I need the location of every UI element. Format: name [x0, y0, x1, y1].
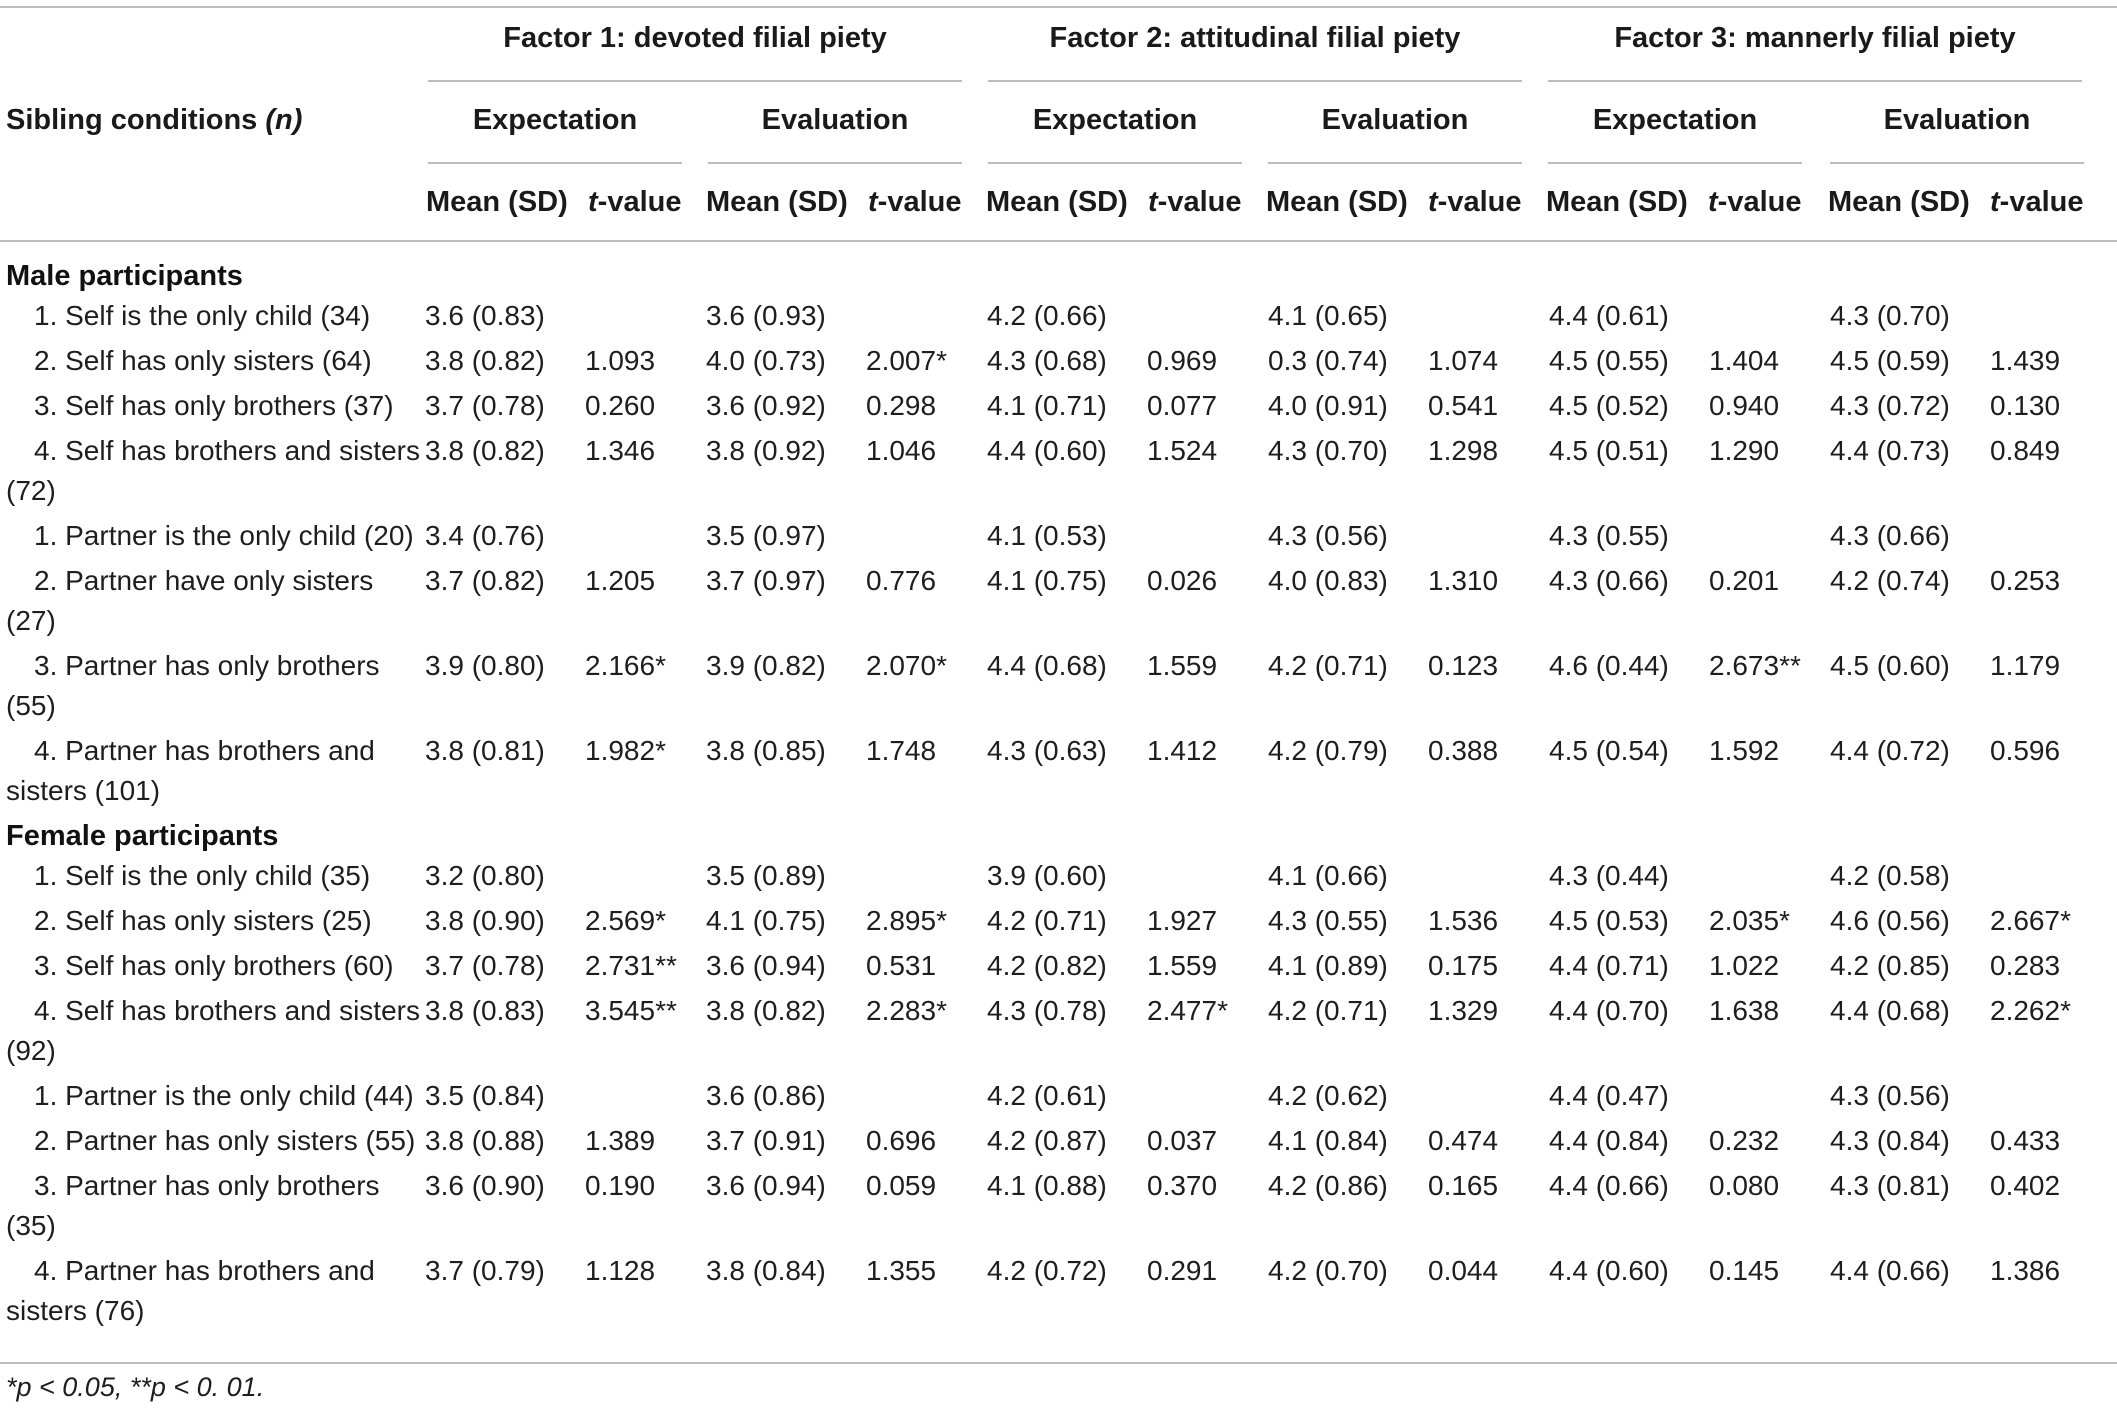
mean-sd-header: Mean (SD): [426, 186, 568, 218]
t-value-cell: 2.070*: [866, 650, 947, 681]
t-value-cell: 0.940: [1709, 390, 1780, 421]
mean-sd-cell: 4.0 (0.73): [706, 345, 826, 376]
mean-sd-header: Mean (SD): [706, 186, 848, 218]
mean-sd-cell: 4.4 (0.66): [1549, 1170, 1669, 1201]
group-rule-3: [988, 162, 1242, 164]
mean-sd-cell: 4.4 (0.72): [1830, 735, 1950, 766]
mean-sd-cell: 3.7 (0.79): [425, 1255, 545, 1286]
t-value-cell: 1.592: [1709, 735, 1780, 766]
mean-sd-cell: 3.6 (0.90): [425, 1170, 545, 1201]
row-label: [0, 516, 425, 561]
t-value-cell: 1.346: [585, 435, 656, 466]
mean-sd-cell: 4.2 (0.62): [1268, 1080, 1388, 1111]
t-value-cell: 0.253: [1990, 565, 2061, 596]
mean-sd-cell: 3.9 (0.60): [987, 860, 1107, 891]
mean-sd-cell: 4.5 (0.53): [1549, 905, 1669, 936]
group-evaluation-2: Evaluation: [1321, 104, 1469, 136]
t-value-cell: 1.022: [1709, 950, 1780, 981]
table-bottom-rule: [0, 1362, 2117, 1364]
mean-sd-cell: 3.6 (0.94): [706, 950, 826, 981]
t-italic: t: [1990, 186, 2000, 218]
t-value-cell: 1.559: [1147, 650, 1218, 681]
mean-sd-cell: 4.4 (0.73): [1830, 435, 1950, 466]
mean-sd-header: Mean (SD): [986, 186, 1128, 218]
t-value-cell: [1990, 856, 2117, 901]
mean-sd-cell: 4.4 (0.60): [987, 435, 1107, 466]
table-row: [0, 386, 2117, 431]
row-label: [0, 1166, 425, 1251]
t-value-cell: 1.046: [866, 435, 937, 466]
row-label-text: 3. Self has only brothers (37): [34, 390, 394, 421]
factor-2-rule: [988, 80, 1522, 82]
t-value-cell: 1.439: [1990, 345, 2061, 376]
table-row: [0, 561, 2117, 646]
table-row: [0, 731, 2117, 816]
row-label: [0, 731, 425, 816]
t-value-cell: 0.433: [1990, 1125, 2061, 1156]
mean-sd-cell: 3.6 (0.93): [706, 300, 826, 331]
mean-sd-cell: 3.9 (0.80): [425, 650, 545, 681]
t-value-cell: [866, 516, 987, 561]
row-label-text: 3. Partner has only brothers (35): [6, 1170, 380, 1241]
t-value-cell: 0.044: [1428, 1255, 1499, 1286]
mean-sd-cell: 4.3 (0.66): [1830, 520, 1950, 551]
table-row: [0, 856, 2117, 901]
mean-sd-cell: 3.7 (0.78): [425, 950, 545, 981]
mean-sd-cell: 3.8 (0.81): [425, 735, 545, 766]
factor-3-header: Factor 3: mannerly filial piety: [1614, 22, 2016, 54]
mean-sd-header: Mean (SD): [1828, 186, 1970, 218]
mean-sd-cell: 3.6 (0.83): [425, 300, 545, 331]
mean-sd-cell: 3.8 (0.83): [425, 995, 545, 1026]
mean-sd-cell: 4.3 (0.81): [1830, 1170, 1950, 1201]
t-value-cell: 2.283*: [866, 995, 947, 1026]
t-italic: t: [1428, 186, 1438, 218]
t-value-cell: 1.310: [1428, 565, 1499, 596]
row-label: [0, 561, 425, 646]
significance-footnote: *p < 0.05, **p < 0. 01.: [6, 1372, 265, 1402]
t-value-cell: 3.545**: [585, 995, 677, 1026]
group-expectation-3: Expectation: [1592, 104, 1758, 136]
table-row: [0, 516, 2117, 561]
t-suffix: -value: [1717, 186, 1802, 218]
group-expectation-2: Expectation: [1032, 104, 1198, 136]
row-label-text: 1. Partner is the only child (44): [34, 1080, 414, 1111]
t-value-cell: [866, 856, 987, 901]
section-header-row: [0, 256, 2117, 296]
t-value-cell: 0.283: [1990, 950, 2061, 981]
mean-sd-cell: 4.4 (0.68): [987, 650, 1107, 681]
table-row: [0, 1251, 2117, 1336]
t-value-cell: 0.969: [1147, 345, 1218, 376]
t-italic: t: [1148, 186, 1158, 218]
t-value-cell: [1709, 1076, 1830, 1121]
t-value-cell: 0.165: [1428, 1170, 1499, 1201]
mean-sd-cell: 4.2 (0.74): [1830, 565, 1950, 596]
t-value-cell: 1.205: [585, 565, 656, 596]
factor-1-header: Factor 1: devoted filial piety: [503, 22, 887, 54]
table-row: [0, 1121, 2117, 1166]
t-value-cell: 2.895*: [866, 905, 947, 936]
mean-sd-cell: 4.2 (0.72): [987, 1255, 1107, 1286]
t-value-cell: 1.093: [585, 345, 656, 376]
mean-sd-cell: 3.7 (0.78): [425, 390, 545, 421]
mean-sd-cell: 4.5 (0.59): [1830, 345, 1950, 376]
row-label-text: 3. Self has only brothers (60): [34, 950, 394, 981]
mean-sd-cell: 3.6 (0.94): [706, 1170, 826, 1201]
t-value-cell: [866, 1076, 987, 1121]
t-value-cell: [1709, 856, 1830, 901]
mean-sd-cell: 4.6 (0.44): [1549, 650, 1669, 681]
t-value-cell: 0.123: [1428, 650, 1499, 681]
t-value-cell: 1.179: [1990, 650, 2061, 681]
t-value-cell: [585, 516, 706, 561]
table-row: [0, 1166, 2117, 1251]
mean-sd-cell: 3.8 (0.82): [425, 345, 545, 376]
mean-sd-cell: 3.9 (0.82): [706, 650, 826, 681]
t-value-cell: 2.262*: [1990, 995, 2071, 1026]
t-value-cell: 0.175: [1428, 950, 1499, 981]
t-value-cell: 2.007*: [866, 345, 947, 376]
t-value-cell: 0.026: [1147, 565, 1218, 596]
mean-sd-cell: 3.6 (0.92): [706, 390, 826, 421]
t-value-cell: 2.731**: [585, 950, 677, 981]
mean-sd-cell: 4.2 (0.87): [987, 1125, 1107, 1156]
mean-sd-cell: 4.2 (0.66): [987, 300, 1107, 331]
t-value-cell: 1.927: [1147, 905, 1218, 936]
mean-sd-cell: 4.4 (0.61): [1549, 300, 1669, 331]
group-expectation-1: Expectation: [472, 104, 638, 136]
section-title: Male participants: [6, 260, 243, 292]
row-label: [0, 901, 425, 946]
mean-sd-cell: 3.8 (0.92): [706, 435, 826, 466]
t-value-cell: 0.402: [1990, 1170, 2061, 1201]
group-evaluation-1: Evaluation: [761, 104, 909, 136]
t-value-cell: [866, 296, 987, 341]
mean-sd-cell: 4.2 (0.79): [1268, 735, 1388, 766]
t-value-cell: 0.298: [866, 390, 937, 421]
t-value-cell: 0.291: [1147, 1255, 1218, 1286]
t-value-cell: 0.370: [1147, 1170, 1218, 1201]
mean-sd-cell: 4.5 (0.51): [1549, 435, 1669, 466]
mean-sd-cell: 3.5 (0.89): [706, 860, 826, 891]
mean-sd-cell: 4.4 (0.60): [1549, 1255, 1669, 1286]
mean-sd-cell: 3.8 (0.88): [425, 1125, 545, 1156]
row-header-n: (n): [265, 104, 303, 136]
t-value-cell: 1.412: [1147, 735, 1218, 766]
t-value-header: [1990, 186, 2084, 219]
t-value-cell: [1709, 296, 1830, 341]
mean-sd-cell: 3.5 (0.84): [425, 1080, 545, 1111]
row-label: [0, 856, 425, 901]
t-value-cell: 1.404: [1709, 345, 1780, 376]
mean-sd-cell: 4.0 (0.83): [1268, 565, 1388, 596]
mean-sd-cell: 4.5 (0.52): [1549, 390, 1669, 421]
mean-sd-cell: 3.6 (0.86): [706, 1080, 826, 1111]
t-value-header: [588, 186, 682, 219]
t-value-cell: 0.130: [1990, 390, 2061, 421]
mean-sd-cell: 4.5 (0.55): [1549, 345, 1669, 376]
mean-sd-header: Mean (SD): [1266, 186, 1408, 218]
t-value-cell: [1147, 856, 1268, 901]
row-label: [0, 386, 425, 431]
t-value-cell: 1.290: [1709, 435, 1780, 466]
row-label: [0, 1251, 425, 1336]
section-title: Female participants: [6, 820, 279, 852]
row-label: [0, 946, 425, 991]
mean-sd-cell: 4.3 (0.56): [1268, 520, 1388, 551]
t-value-cell: 1.298: [1428, 435, 1499, 466]
table-row: [0, 296, 2117, 341]
t-value-cell: [1428, 516, 1549, 561]
t-italic: t: [1708, 186, 1718, 218]
group-rule-5: [1548, 162, 1802, 164]
t-value-cell: 0.388: [1428, 735, 1499, 766]
group-rule-4: [1268, 162, 1522, 164]
t-italic: t: [868, 186, 878, 218]
mean-sd-cell: 4.1 (0.84): [1268, 1125, 1388, 1156]
row-label-text: 4. Self has brothers and sisters (72): [6, 435, 420, 506]
mean-sd-cell: 3.7 (0.82): [425, 565, 545, 596]
mean-sd-cell: 4.3 (0.78): [987, 995, 1107, 1026]
t-value-cell: 1.355: [866, 1255, 937, 1286]
mean-sd-cell: 4.3 (0.44): [1549, 860, 1669, 891]
row-label-text: 2. Partner have only sisters (27): [6, 565, 374, 636]
t-suffix: -value: [1437, 186, 1522, 218]
mean-sd-cell: 3.7 (0.91): [706, 1125, 826, 1156]
mean-sd-cell: 4.4 (0.68): [1830, 995, 1950, 1026]
t-value-cell: 1.559: [1147, 950, 1218, 981]
mean-sd-cell: 4.1 (0.88): [987, 1170, 1107, 1201]
mean-sd-cell: 3.8 (0.85): [706, 735, 826, 766]
table-row: [0, 341, 2117, 386]
mean-sd-cell: 4.4 (0.47): [1549, 1080, 1669, 1111]
t-value-cell: 1.389: [585, 1125, 656, 1156]
t-value-header: [1148, 186, 1242, 219]
t-value-cell: 2.166*: [585, 650, 666, 681]
mean-sd-cell: 0.3 (0.74): [1268, 345, 1388, 376]
mean-sd-cell: 4.3 (0.55): [1268, 905, 1388, 936]
row-label-text: 4. Partner has brothers and sisters (76): [6, 1255, 375, 1326]
mean-sd-cell: 4.4 (0.71): [1549, 950, 1669, 981]
t-suffix: -value: [877, 186, 962, 218]
table-row: [0, 991, 2117, 1076]
mean-sd-cell: 4.2 (0.86): [1268, 1170, 1388, 1201]
t-value-cell: 0.849: [1990, 435, 2061, 466]
t-value-cell: [1428, 1076, 1549, 1121]
t-italic: t: [588, 186, 598, 218]
t-value-cell: 0.190: [585, 1170, 656, 1201]
t-value-cell: 0.232: [1709, 1125, 1780, 1156]
row-label: [0, 1076, 425, 1121]
group-rule-1: [428, 162, 682, 164]
mean-sd-cell: 3.7 (0.97): [706, 565, 826, 596]
group-evaluation-3: Evaluation: [1883, 104, 2031, 136]
mean-sd-cell: 4.1 (0.66): [1268, 860, 1388, 891]
mean-sd-cell: 3.5 (0.97): [706, 520, 826, 551]
mean-sd-cell: 3.8 (0.90): [425, 905, 545, 936]
mean-sd-cell: 4.0 (0.91): [1268, 390, 1388, 421]
mean-sd-cell: 4.3 (0.68): [987, 345, 1107, 376]
t-value-cell: [1990, 516, 2117, 561]
t-value-cell: 1.748: [866, 735, 937, 766]
row-label: [0, 431, 425, 516]
group-rule-6: [1830, 162, 2084, 164]
t-value-cell: 0.080: [1709, 1170, 1780, 1201]
mean-sd-header: Mean (SD): [1546, 186, 1688, 218]
t-value-cell: [1428, 296, 1549, 341]
mean-sd-cell: 3.4 (0.76): [425, 520, 545, 551]
section-header-row: [0, 816, 2117, 856]
t-value-cell: [1147, 1076, 1268, 1121]
t-value-header: [868, 186, 962, 219]
row-label-text: 4. Self has brothers and sisters (92): [6, 995, 420, 1066]
t-value-cell: [1147, 296, 1268, 341]
mean-sd-cell: 4.3 (0.70): [1268, 435, 1388, 466]
mean-sd-cell: 4.3 (0.63): [987, 735, 1107, 766]
t-value-cell: 0.541: [1428, 390, 1499, 421]
mean-sd-cell: 4.2 (0.85): [1830, 950, 1950, 981]
results-table: [0, 256, 2117, 1336]
mean-sd-cell: 4.4 (0.84): [1549, 1125, 1669, 1156]
t-value-cell: [1990, 296, 2117, 341]
t-value-cell: 0.077: [1147, 390, 1218, 421]
t-value-header: [1708, 186, 1802, 219]
factor-2-header: Factor 2: attitudinal filial piety: [1049, 22, 1461, 54]
table-row: [0, 946, 2117, 991]
mean-sd-cell: 4.1 (0.75): [987, 565, 1107, 596]
row-label-text: 2. Partner has only sisters (55): [34, 1125, 416, 1156]
t-value-cell: 1.982*: [585, 735, 666, 766]
t-value-cell: 0.596: [1990, 735, 2061, 766]
mean-sd-cell: 4.5 (0.54): [1549, 735, 1669, 766]
t-value-cell: [1428, 856, 1549, 901]
mean-sd-cell: 4.1 (0.71): [987, 390, 1107, 421]
row-label: [0, 341, 425, 386]
t-value-cell: 2.569*: [585, 905, 666, 936]
mean-sd-cell: 3.8 (0.84): [706, 1255, 826, 1286]
t-value-cell: 0.059: [866, 1170, 937, 1201]
mean-sd-cell: 4.2 (0.71): [987, 905, 1107, 936]
t-value-cell: 0.474: [1428, 1125, 1499, 1156]
mean-sd-cell: 4.3 (0.72): [1830, 390, 1950, 421]
row-label-text: 1. Self is the only child (34): [34, 300, 371, 331]
t-value-cell: [585, 1076, 706, 1121]
t-value-cell: 2.667*: [1990, 905, 2071, 936]
row-label-text: 2. Self has only sisters (25): [34, 905, 372, 936]
mean-sd-cell: 4.2 (0.71): [1268, 995, 1388, 1026]
row-label-text: 1. Partner is the only child (20): [34, 520, 414, 551]
t-value-cell: 1.536: [1428, 905, 1499, 936]
table-top-rule: [0, 6, 2117, 8]
t-value-cell: 2.673**: [1709, 650, 1801, 681]
mean-sd-cell: 4.1 (0.89): [1268, 950, 1388, 981]
mean-sd-cell: 4.6 (0.56): [1830, 905, 1950, 936]
t-suffix: -value: [597, 186, 682, 218]
mean-sd-cell: 4.1 (0.65): [1268, 300, 1388, 331]
t-value-cell: 0.201: [1709, 565, 1780, 596]
mean-sd-cell: 3.8 (0.82): [706, 995, 826, 1026]
mean-sd-cell: 4.3 (0.70): [1830, 300, 1950, 331]
t-value-cell: 2.477*: [1147, 995, 1228, 1026]
row-label: [0, 1121, 425, 1166]
factor-1-rule: [428, 80, 962, 82]
factor-3-rule: [1548, 80, 2082, 82]
t-value-cell: 1.638: [1709, 995, 1780, 1026]
mean-sd-cell: 4.3 (0.55): [1549, 520, 1669, 551]
t-value-cell: 2.035*: [1709, 905, 1790, 936]
row-label: [0, 296, 425, 341]
table-row: [0, 646, 2117, 731]
row-header-text: Sibling conditions: [6, 104, 258, 136]
group-rule-2: [708, 162, 962, 164]
t-value-cell: 1.128: [585, 1255, 656, 1286]
row-label-text: 2. Self has only sisters (64): [34, 345, 372, 376]
mean-sd-cell: 4.2 (0.71): [1268, 650, 1388, 681]
row-label: [0, 646, 425, 731]
row-label: [0, 991, 425, 1076]
table-row: [0, 901, 2117, 946]
mean-sd-cell: 4.1 (0.75): [706, 905, 826, 936]
table-row: [0, 1076, 2117, 1121]
t-suffix: -value: [1999, 186, 2084, 218]
mean-sd-cell: 4.2 (0.61): [987, 1080, 1107, 1111]
mean-sd-cell: 4.4 (0.66): [1830, 1255, 1950, 1286]
mean-sd-cell: 4.3 (0.84): [1830, 1125, 1950, 1156]
t-value-cell: 0.696: [866, 1125, 937, 1156]
row-label-text: 3. Partner has only brothers (55): [6, 650, 380, 721]
t-value-cell: [1709, 516, 1830, 561]
table-row: [0, 431, 2117, 516]
mean-sd-cell: 4.3 (0.56): [1830, 1080, 1950, 1111]
row-label-text: 4. Partner has brothers and sisters (101): [6, 735, 375, 806]
t-value-header: [1428, 186, 1522, 219]
t-suffix: -value: [1157, 186, 1242, 218]
row-label-text: 1. Self is the only child (35): [34, 860, 371, 891]
mean-sd-cell: 4.5 (0.60): [1830, 650, 1950, 681]
t-value-cell: [1990, 1076, 2117, 1121]
mean-sd-cell: 4.4 (0.70): [1549, 995, 1669, 1026]
t-value-cell: 1.386: [1990, 1255, 2061, 1286]
mean-sd-cell: 4.2 (0.82): [987, 950, 1107, 981]
mean-sd-cell: 4.2 (0.58): [1830, 860, 1950, 891]
t-value-cell: 1.524: [1147, 435, 1218, 466]
t-value-cell: 0.037: [1147, 1125, 1218, 1156]
mean-sd-cell: 4.3 (0.66): [1549, 565, 1669, 596]
mean-sd-cell: 3.2 (0.80): [425, 860, 545, 891]
t-value-cell: 0.531: [866, 950, 937, 981]
header-bottom-rule: [0, 240, 2117, 242]
t-value-cell: 0.260: [585, 390, 656, 421]
t-value-cell: 0.776: [866, 565, 937, 596]
mean-sd-cell: 3.8 (0.82): [425, 435, 545, 466]
mean-sd-cell: 4.1 (0.53): [987, 520, 1107, 551]
t-value-cell: [1147, 516, 1268, 561]
t-value-cell: [585, 296, 706, 341]
row-header-label: [6, 104, 302, 137]
t-value-cell: [585, 856, 706, 901]
t-value-cell: 0.145: [1709, 1255, 1780, 1286]
mean-sd-cell: 4.2 (0.70): [1268, 1255, 1388, 1286]
t-value-cell: 1.329: [1428, 995, 1499, 1026]
t-value-cell: 1.074: [1428, 345, 1499, 376]
